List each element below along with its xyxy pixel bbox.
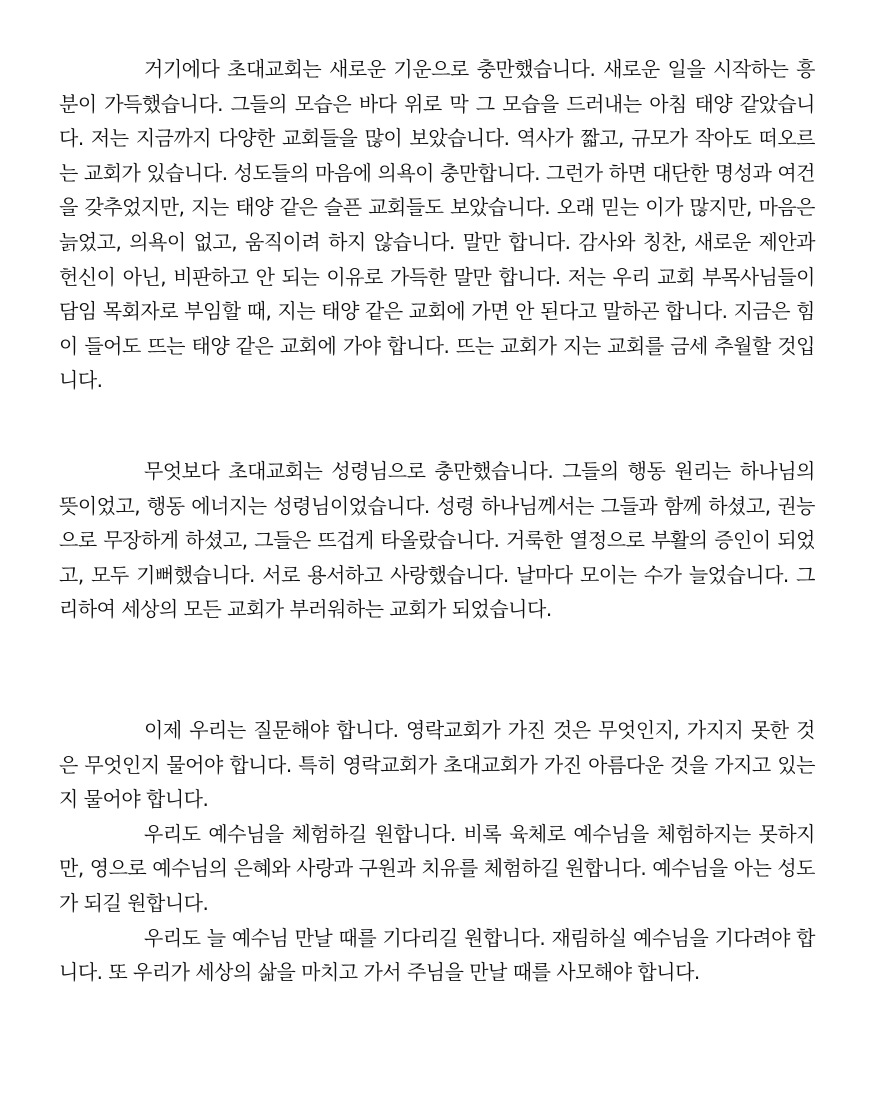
paragraph-4: 우리도 예수님을 체험하길 원합니다. 비록 육체로 예수님을 체험하지는 못하지만, 영으로 예수님의 은혜와 사랑과 구원과 치유를 체험하길 원합니다. 예수님을 아는 성도가 되길 원합니다. — [59, 821, 815, 915]
text-block-1 — [59, 52, 815, 398]
paragraph-1: 거기에다 초대교회는 새로운 기운으로 충만했습니다. 새로운 일을 시작하는 흥분이 가득했습니다. 그들의 모습은 바다 위로 막 그 모습을 드러내는 아침 태양 같았습니다. 저는 지금까지 다양한 교회들을 많이 보았습니다. 역사가 짧고, 규모가 작아도 떠오르는 교회가 있습니다. 성도들의 마음에 의욕이 충만합니다. 그런가 하면 대단한 명성과 여건을 갖추었지만, 지는 태양 같은 슬픈 교회들도 보았습니다. 오래 믿는 이가 많지만, 마음은 늙었고, 의욕이 없고, 움직이려 하지 않습니다. 말만 합니다. 감사와 칭찬, 새로운 제안과 헌신이 아닌, 비판하고 안 되는 이유로 가득한 말만 합니다. 저는 우리 교회 부목사님들이 담임 목회자로 부임할 때, 지는 태양 같은 교회에 가면 안 된다고 말하곤 합니다. 지금은 힘이 들어도 뜨는 태양 같은 교회에 가야 합니다. 뜨는 교회가 지는 교회를 금세 추월할 것입니다. — [59, 57, 815, 393]
paragraph-3: 이제 우리는 질문해야 합니다. 영락교회가 가진 것은 무엇인지, 가지지 못한 것은 무엇인지 물어야 합니다. 특히 영락교회가 초대교회가 가진 아름다운 것을 가지고 있는지 물어야 합니다. — [59, 718, 815, 812]
paragraph-2: 무엇보다 초대교회는 성령님으로 충만했습니다. 그들의 행동 원리는 하나님의 뜻이었고, 행동 에너지는 성령님이었습니다. 성령 하나님께서는 그들과 함께 하셨고, 권능으로 무장하게 하셨고, 그들은 뜨겁게 타올랐습니다. 거룩한 열정으로 부활의 증인이 되었고, 모두 기뻐했습니다. 서로 용서하고 사랑했습니다. 날마다 모이는 수가 늘었습니다. 그리하여 세상의 모든 교회가 부러워하는 교회가 되었습니다. — [59, 459, 815, 622]
paragraph-5: 우리도 늘 예수님 만날 때를 기다리길 원합니다. 재림하실 예수님을 기다려야 합니다. 또 우리가 세상의 삶을 마치고 가서 주님을 만날 때를 사모해야 합니다. — [59, 925, 815, 985]
text-block-2 — [59, 454, 815, 627]
text-block-3 — [59, 713, 815, 990]
